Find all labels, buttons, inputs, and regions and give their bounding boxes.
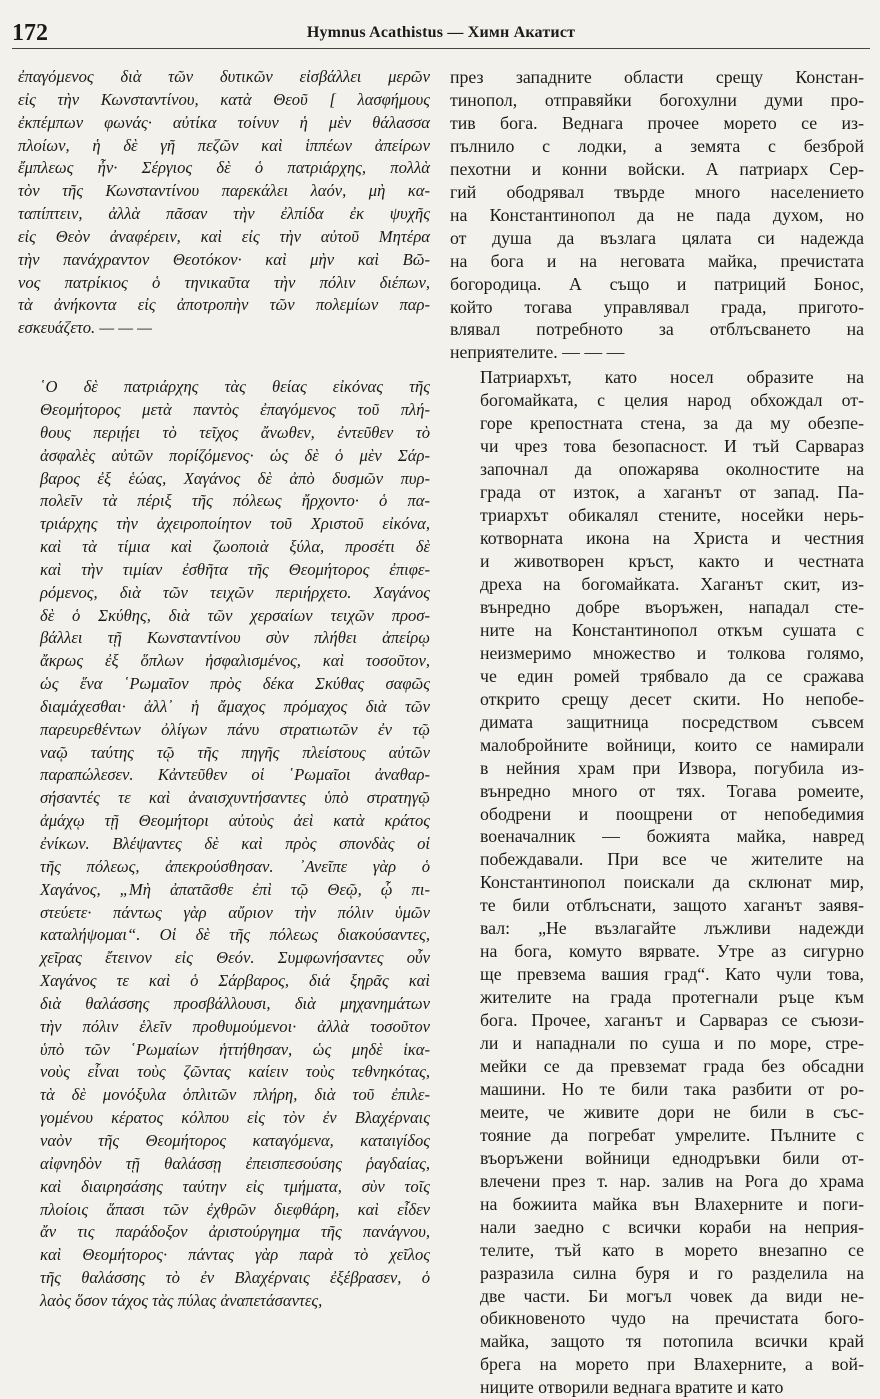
text-line: ῾Ο δὲ πατριάρχης τὰς θείας εἰκόνας τῆς [40,377,430,397]
text-line: Χαγάνος, „Μὴ ἀπατᾶσθε ἐπὶ τῷ Θεῷ, ᾧ πι- [40,879,430,899]
text-line: βάλλει τῇ Κωνσταντίνου σὺν πλήθει ἀπείρῳ [40,628,430,648]
text-line: καὶ τὰ τίμια καὶ ζωοποιὰ ξύλα, προσέτι δὲ [40,537,430,557]
text-line: ще превзема вашия град“. Като чули това, [480,964,864,985]
text-line: ρόμενος, διὰ τῶν τειχῶν περιήρχετο. Χαγάνος [40,582,430,602]
text-line: тив бога. Веднага прочее морето се из- [450,112,864,133]
text-line: въоръжени войници еднодръвки били от- [480,1147,864,1168]
text-line: λαὸς ὅσον τάχος τὰς πύλας ἀναπετάσαντες, [40,1290,323,1310]
text-line: телите, тъй като в морето внезапно се [480,1239,864,1260]
text-line: παραπώλεσεν. Κἀντεῦθεν οἱ ῾Ρωμαῖοι ἀναθαρ- [40,765,430,785]
text-line: ὑπὸ τῶν ῾Ρωμαίων ἡττήθησαν, ὡς μηδὲ ἱκα- [40,1039,430,1059]
text-line: εσκευάζετο. — — — [18,318,152,338]
text-line: богомайката, с целия народ обхождал от- [480,390,864,411]
text-line: през западните области срещу Констан- [450,67,864,87]
text-line: πλοίοις ἅπασι τῶν ἐχθρῶν διεφθάρη, καὶ εἶδεν [40,1199,430,1219]
text-line: тинопол, отправяйки богохулни думи про- [450,89,864,110]
text-line: καὶ τὴν τιμίαν ἐσθῆτα τῆς Θεομήτορος ἐπιφε- [40,559,430,579]
text-line: нали заедно с всички кораби на неприя- [480,1216,864,1237]
text-line: βαρος ἐξ ἑώας, Χαγάνος δὲ ἀπὸ δυσμῶν πυρ- [40,468,430,488]
text-line: мейки се да превземат града без обсадни [480,1055,864,1076]
text-line: меите, че живите дори не били в със- [480,1101,864,1122]
text-line: започнал да опожарява околностите на [480,459,864,480]
text-line: града от изток, а хаганът от запад. Па- [480,482,864,503]
text-line: χεῖρας ἔτεινον εἰς Θεόν. Συμφωνήσαντες οὖν [40,948,430,968]
text-line: вал: „Не възлагайте лъжливи надежди [480,918,864,939]
text-line: τῆς πόλεως, ἀπεκρούσθησαν. ᾿Ανεῖπε γὰρ ὁ [40,856,430,876]
text-line: διαμάχεσθαι· ἀλλ᾿ ἡ ἄμαχος πρόμαχος διὰ τῶν [40,696,430,716]
text-line: пехотни и конни войски. А патриарх Сер- [450,158,864,179]
text-line: на божиита майка вън Влахерните и поги- [480,1193,864,1214]
text-line: ναῷ ταύτης τῷ τῆς πηγῆς πλείστους αὐτῶν [40,742,430,762]
text-line: εἰς τὴν Κωνσταντίνου, κατὰ Θεοῦ [ λασφήμους [18,89,430,109]
text-line: νος πατρίκιος ὁ τηνικαῦτα τὴν πόλιν διέπων, [18,272,430,292]
text-line: ли и нападнали по суша и по море, стре- [480,1033,864,1054]
text-line: ἀμάχῳ τῇ Θεομήτορι αὐτοὺς ἀεὶ κατὰ κράτος [40,811,430,831]
text-line: Константинопол поискали да склюнат мир, [480,872,864,893]
text-line: те били отблъснати, защото хаганът заявя- [480,895,864,916]
text-line: ἐνίκων. Βλέψαντες δὲ καὶ πρὸς σπονδὰς οἱ [40,834,430,853]
text-line: от душа да възлага цялата си надежда [450,227,864,248]
text-line: машини. Но те били така разбити от ро- [480,1078,864,1099]
text-line: νοὺς εἶναι τοὺς ζῶντας καίειν τοὺς τεθνηκότας, [40,1062,430,1082]
text-line: разразила силна буря и го разделила на [480,1262,864,1283]
text-line: τὰ δὲ μονόξυλα ὁπλιτῶν πλήρη, διὰ τοῦ ἐπιλε- [40,1085,430,1105]
text-line: побеждавали. При все че жителите на [480,849,864,870]
text-line: ἐκπέμπων φωνάς· αὐτίκα τοίνυν ἡ μὲν θάλασσα [18,112,430,132]
text-line: ναὸν τῆς Θεομήτορος καταγόμενα, καταιγίδος [40,1130,430,1150]
text-line: богородица. А също и патриций Бонос, [450,273,864,294]
text-line: неприятелите. — — — [450,342,625,363]
bulgarian-column [450,66,864,1399]
text-line: пълнило с лодки, а земята с безброй [450,135,864,156]
text-line: вънредно много от тях. Тогава ромеите, [480,780,864,801]
text-line: горе крепостната стена, за да му обезпе- [480,413,864,434]
text-line: тояние да погребат умрелите. Пълните с [480,1124,864,1145]
text-line: чи чрез това безопасност. И тъй Сарвараз [480,436,864,457]
text-line: брега на морето при Влахерните, а вой- [480,1354,864,1375]
text-line: дреха на богомайката. Хаганът скит, из- [480,573,864,594]
bulgarian-paragraph-2 [450,366,864,1399]
text-line: открито срещу десет скити. Но непобе- [480,688,864,709]
text-line: ἐπαγόμενος διὰ τῶν δυτικῶν εἰσβάλλει μερῶν [18,67,430,86]
text-line: котворната икона на Христа и честния [480,528,864,549]
text-line: ἀσφαλὲς αὐτῶν πορίζόμενος· ὡς δὲ ὁ μὲν Σάρ- [40,445,430,465]
text-line: τῆς θαλάσσης τὸ ἐν Βλαχέρναις ἐξέβρασεν, ὁ [40,1268,430,1288]
text-line: Χαγάνος τε καὶ ὁ Σάρβαρος, διά ξηρᾶς καὶ [40,971,430,991]
page-number: 172 [12,20,48,46]
text-line: обикновеното чудо на пречистата бого- [480,1308,864,1329]
text-line: εἰς Θεὸν ἀναφέρειν, καὶ εἰς τὴν αὐτοῦ Μητέρα [18,226,430,246]
text-line: ἔμπλεως ἦν· Σέργιος δὲ ὁ πατριάρχης, πολλὰ [18,158,430,178]
text-line: καὶ Θεομήτορος· πάντας γὰρ παρὰ τὸ χεῖλος [40,1245,430,1265]
text-line: майка, защото тя потопила всички край [480,1331,864,1352]
text-line: който тогава управлявал града, пригото- [450,296,864,317]
text-line: διὰ θαλάσσης προσβάλλουσι, διὰ μηχανημάτων [40,993,430,1013]
running-title: Hymnus Acathistus — Химн Акатист [306,24,576,41]
text-line: две части. Би могъл човек да види не- [480,1285,864,1306]
text-line: ταπίπτειν, ἀλλὰ πᾶσαν τὴν ἐλπίδα ἐκ ψυχῆς [18,204,430,224]
text-line: τὸν τῆς Κωνσταντίνου παρεκάλει λαόν, μὴ κα- [18,181,430,201]
text-line: ἄν τις παράδοξον ἀριστούργημα τῆς πανάγνου, [40,1222,430,1242]
text-line: γομένου κέρατος κόλπου εἰς τὸν ἐν Βλαχέρναις [40,1108,430,1128]
text-line: ἄκρως ἐξ ὅπλων ἠσφαλισμένος, καὶ τοσοῦτον, [40,651,430,671]
text-line: малобройните войници, които се намирали [480,734,864,755]
page-header [12,18,870,49]
text-line: πλοίων, ἡ δὲ γῆ πεζῶν καὶ ἱππέων ἀπείρων [18,135,430,155]
text-line: καταλήψομαι“. Οἱ δὲ τῆς πόλεως διακούσαντες, [40,925,430,945]
text-line: τὰ ἀνήκοντα εἰς ἀποτροπὴν τῶν πολεμίων παρ- [18,295,430,315]
text-line: αἰφνηδὸν τῇ θαλάσσῃ ἐπεισπεσούσης ῥαγδαίας, [40,1153,430,1173]
text-line: ободрени и поощрени от непобедимия [480,803,864,824]
text-line: влявал потребното за отблъсването на [450,319,864,340]
text-line: вънредно добре въоръжен, нападал сте- [480,596,864,617]
text-line: Патриархът, като носел образите на [480,367,864,388]
text-line: ὡς ἕνα ῾Ρωμαῖον πρὸς δέκα Σκύθας σαφῶς [40,674,430,694]
text-line: τὴν πανάχραντον Θεοτόκον· καὶ μὴν καὶ Βῶ- [18,249,430,269]
greek-paragraph-1 [18,66,430,340]
text-line: неизмеримо множество и толкова голямо, [480,642,864,663]
text-line: гий ободрявал твърде много населението [450,181,864,202]
text-line: бога. Прочее, хаганът и Сарвараз се съюзи- [480,1010,864,1031]
text-line: жителите на града протегнали ръце към [480,987,864,1008]
text-line: димата защитница посредством съвсем [480,711,864,732]
text-line: τριάρχης τὴν ἀχειροποίητον τοῦ Χριστοῦ εἰκόνα, [40,514,430,534]
text-line: παρευρεθέντων ὀλίγων πάνυ στρατιωτῶν ἐν τῷ [40,719,430,739]
text-line: влечени през т. нар. залив на Рога до храма [480,1170,864,1191]
text-line: и животворен кръст, както и честната [480,551,864,572]
greek-paragraph-2 [18,376,430,1313]
greek-column [18,66,430,1313]
text-line: σήσαντές τε καὶ ἀναισχυντήσαντες ὑπὸ στρατηγῷ [40,788,430,808]
text-line: τὴν πόλιν ἑλεῖν προθυμούμενοι· ἀλλὰ τοσοῦτον [40,1016,430,1036]
text-line: че един ромей трябвало да се сражава [480,665,864,686]
text-line: на Константинопол да не пада духом, но [450,204,864,225]
text-line: Θεομήτορος μετὰ παντὸς ἐπαγόμενος τοῦ πλή- [40,399,430,419]
text-line: ните на Константинопол откъм сушата с [480,619,864,640]
text-line: πολεῖν τὰ πέριξ τῆς πόλεως ἤρχοντο· ὁ πα- [40,491,430,511]
text-line: ниците отворили веднага вратите и като [480,1377,784,1398]
text-line: στεύετε· πάντως γὰρ αὔριον τὴν πόλιν ὑμῶν [40,902,430,922]
text-line: θους περιῄει τὸ τεῖχος ἄνωθεν, ἐντεῦθεν τὸ [40,422,430,442]
text-line: на бога, комуто вярвате. Утре аз сигурно [480,941,864,962]
text-line: δὲ ὁ Σκύθης, διὰ τῶν χερσαίων τειχῶν προσ- [40,605,430,625]
text-line: καὶ διαιρησάσης ταύτην εἰς τμήματα, σὺν τοῖς [40,1176,430,1196]
text-line: в нейния храм при Извора, погубила из- [480,757,864,778]
text-line: военачалник — божията майка, навред [480,826,864,847]
text-line: триархът обикалял стените, носейки нерь- [480,505,864,526]
bulgarian-paragraph-1 [450,66,864,364]
text-line: на бога и на неговата майка, пречистата [450,250,864,271]
